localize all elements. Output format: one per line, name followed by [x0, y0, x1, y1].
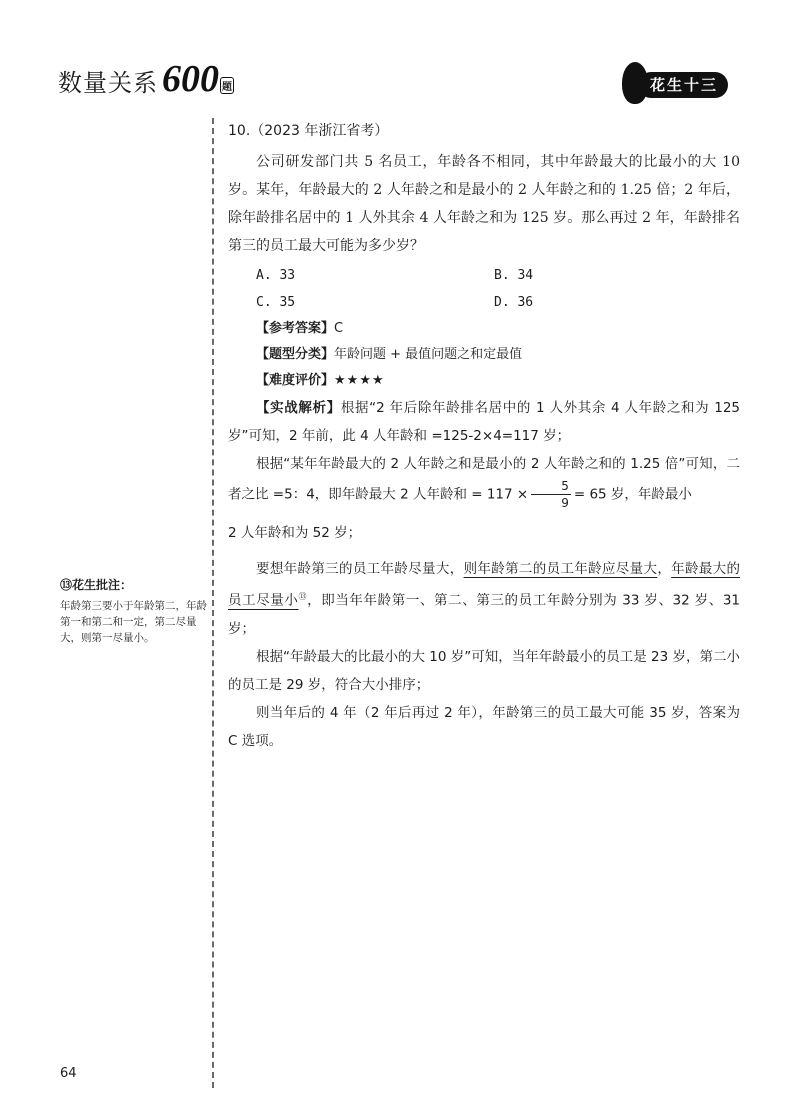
book-title-suffix: 题	[220, 77, 234, 94]
margin-divider	[212, 118, 214, 1088]
side-note	[60, 576, 210, 646]
analysis-p3-underline-2: 年龄最大的员工尽量小	[228, 561, 741, 609]
book-title: 数量关系	[58, 69, 158, 97]
analysis-p2-text-a: 根据“某年年龄最大的 2 人年龄之和是最小的 2 人年龄之和的 1.25 倍”可知，二者之比 =5：4，即年龄最大 2 人年龄和 = 117 ×	[228, 456, 740, 503]
category-tag: 【题型分类】	[256, 347, 335, 362]
analysis-paragraph-5: 则当年后的 4 年（2 年后再过 2 年），年龄第三的员工最大可能 35 岁，答案为 C 选项。	[228, 704, 740, 749]
analysis-paragraph-2-cont: 2 人年龄和为 52 岁；	[228, 525, 362, 541]
brand-logo	[618, 62, 746, 104]
category-value: 年龄问题 + 最值问题之和定最值	[334, 347, 523, 362]
difficulty-stars: ★★★★	[334, 373, 385, 388]
analysis-p3-text-a: 要想年龄第三的员工年龄尽量大，	[256, 561, 464, 577]
analysis-p2-text-b: = 65 岁，年龄最小	[573, 486, 692, 503]
analysis-p3-text-b: ，	[657, 561, 672, 577]
side-note-body: 年龄第三要小于年龄第二，年龄第一和第二和一定，第二尽量大，则第一尽量小。	[60, 600, 207, 644]
page-number: 64	[60, 1066, 77, 1081]
option-c: C. 35	[256, 295, 296, 310]
brand-name: 花生十三	[638, 72, 728, 98]
analysis-paragraph-4: 根据“年龄最大的比最小的大 10 岁”可知，当年年龄最小的员工是 23 岁，第二小的员工是 29 岁，符合大小排序；	[228, 648, 741, 693]
analysis-p3-text-c: ，即当年年龄第一、第二、第三的员工年龄分别为 33 岁、32 岁、31 岁；	[228, 592, 740, 637]
answer-line	[256, 316, 740, 342]
question-heading: 10.（2023 年浙江省考）	[228, 123, 389, 139]
analysis-paragraph-1	[228, 394, 740, 450]
fraction-numerator: 5	[531, 478, 571, 495]
options	[256, 262, 740, 316]
analysis-tag: 【实战解析】	[256, 400, 341, 416]
option-d: D. 36	[494, 295, 534, 310]
fraction-denominator: 9	[561, 496, 569, 510]
answer-value: C	[334, 321, 344, 336]
analysis-p1-text: 根据“2 年后除年龄排名居中的 1 人外其余 4 人年龄之和为 125 岁”可知，2 年前，此 4 人年龄和 =125-2×4=117 岁；	[228, 400, 741, 444]
option-a: A. 33	[256, 268, 296, 283]
category-line	[256, 342, 740, 368]
analysis-paragraph-2	[228, 450, 740, 511]
question-block	[228, 120, 740, 755]
annotation-marker: ⑬	[298, 592, 308, 601]
answer-tag: 【参考答案】	[256, 321, 335, 336]
book-header	[58, 60, 234, 98]
option-b: B. 34	[494, 268, 534, 283]
book-number: 600	[162, 58, 219, 100]
difficulty-tag: 【难度评价】	[256, 373, 335, 388]
analysis-p3-underline-1: 则年龄第二的员工年龄应尽量大	[463, 561, 658, 577]
difficulty-line	[256, 368, 740, 394]
question-stem: 公司研发部门共 5 名员工，年龄各不相同，其中年龄最大的比最小的大 10 岁。某年，年龄最大的 2 人年龄之和是最小的 2 人年龄之和的 1.25 倍；2 年后，除年龄排名居中的 1 人外其余 4 人年龄之和为 125 岁。那么再过 2 年，年龄排名第三的员工最大可能为多少岁？	[228, 154, 740, 254]
side-note-title: ⑬花生批注：	[60, 578, 133, 592]
fraction	[531, 478, 571, 511]
analysis-paragraph-3	[228, 555, 740, 643]
